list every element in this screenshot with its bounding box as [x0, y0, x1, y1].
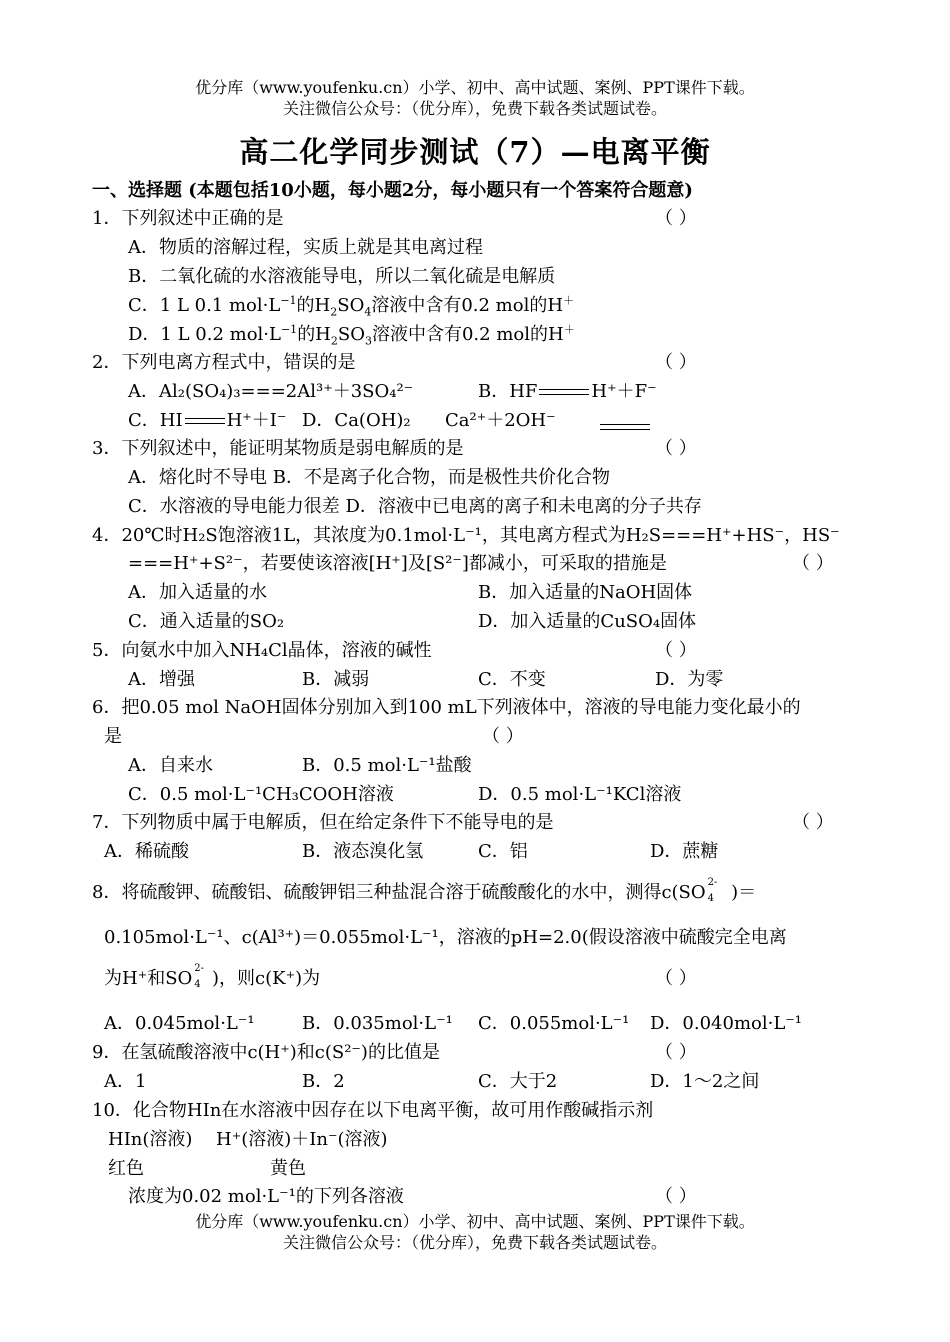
q1-option-c: C．1 L 0.1 $mol\cdot L^{-1}$的$H_2SO_4$溶液中含有0.2 mol的H＋ [128, 294, 575, 319]
q3-options-ab: A．熔化时不导电 B．不是离子化合物，而是极性共价化合物 [128, 467, 610, 488]
footer-line-1: 优分库（www.youfenku.cn）小学、初中、高中试题、案例、PPT课件下载。 [195, 1212, 755, 1231]
q4-stem-1: 4．20℃时H₂S饱溶液1L，其浓度为0.1mol·L⁻¹，其电离方程式为H₂S===H⁺+HS⁻，HS⁻ [92, 525, 840, 546]
q8-sup: 2- [194, 963, 205, 974]
q4-option-a: A．加入适量的水 [128, 582, 267, 603]
q8-answer-blank: （ ） [655, 968, 697, 989]
header-line-1: 优分库（www.youfenku.cn）小学、初中、高中试题、案例、PPT课件下载。 [195, 78, 755, 97]
q6-option-c: C．0.5 mol·L⁻¹CH₃COOH溶液 [128, 784, 394, 805]
q1-option-a: A．物质的溶解过程，实质上就是其电离过程 [128, 237, 483, 258]
q2-d-left: D．Ca(OH)₂ [302, 410, 411, 431]
q2-d-right: Ca²⁺＋2OH⁻ [445, 410, 556, 431]
q1-option-d: D．1 L 0.2 $mol\cdot L^{-1}$的$H_2SO_3$溶液中含有0.2 mol的H＋ [128, 323, 575, 348]
q9-option-c: C．大于2 [478, 1071, 558, 1092]
q1-answer-blank: （ ） [655, 208, 697, 229]
q5-option-c: C．不变 [478, 669, 546, 690]
q2-b-left: B．HF [478, 381, 538, 402]
q2-option-b [478, 381, 657, 403]
q7-option-b: B．液态溴化氢 [302, 841, 424, 862]
q8-option-a: A．0.045mol·L⁻¹ [104, 1013, 255, 1034]
q2-option-c [128, 410, 286, 432]
q5-option-d: D．为零 [655, 669, 724, 690]
q8-sub: 4 [194, 979, 201, 990]
q10-color-left: 红色 [108, 1158, 144, 1179]
q6-stem-1: 6．把0.05 mol NaOH固体分别加入到100 mL下列液体中，溶液的导电能力变化最小的 [92, 697, 801, 718]
q7-option-c: C．铝 [478, 841, 528, 862]
q7-option-a: A．稀硫酸 [104, 841, 189, 862]
q7-option-d: D．蔗糖 [650, 841, 719, 862]
q3-stem: 3．下列叙述中，能证明某物质是弱电解质的是 [92, 438, 464, 459]
equilibrium-arrow-icon [185, 416, 225, 426]
q2-option-a: A．Al₂(SO₄)₃===2Al³⁺＋3SO₄²⁻ [128, 381, 414, 402]
q2-c-right: H⁺＋I⁻ [226, 410, 287, 431]
q8-sup: 2- [707, 877, 718, 888]
q5-option-a: A．增强 [128, 669, 195, 690]
q8-stem-2: 0.105mol·L⁻¹、c(Al³⁺)＝0.055mol·L⁻¹，溶液的pH=2.0(假设溶液中硫酸完全电离 [104, 927, 787, 948]
q7-answer-blank: （ ） [792, 812, 834, 833]
q2-b-right: H⁺＋F⁻ [591, 381, 657, 402]
q2-stem: 2．下列电离方程式中，错误的是 [92, 352, 356, 373]
q6-answer-blank: （ ） [482, 726, 524, 747]
q9-option-b: B．2 [302, 1071, 345, 1092]
q10-eq-right: H⁺(溶液)＋In⁻(溶液) [216, 1129, 388, 1150]
q10-stem: 10．化合物HIn在水溶液中因存在以下电离平衡，故可用作酸碱指示剂 [92, 1100, 654, 1121]
q2-c-left: C．HI [128, 410, 183, 431]
sulfate-charge [192, 963, 206, 990]
q9-answer-blank: （ ） [655, 1042, 697, 1063]
header-line-2: 关注微信公众号：（优分库），免费下载各类试题试卷。 [282, 99, 667, 118]
q4-option-d: D．加入适量的CuSO₄固体 [478, 611, 697, 632]
q6-option-d: D．0.5 mol·L⁻¹KCl溶液 [478, 784, 682, 805]
q8-stem-3-pre: 为H⁺和SO [104, 968, 193, 989]
q1-stem: 1．下列叙述中正确的是 [92, 208, 284, 229]
q8-option-d: D．0.040mol·L⁻¹ [650, 1013, 803, 1034]
sulfate-charge [706, 877, 720, 904]
q8-stem-1-end: )＝ [731, 882, 757, 903]
q5-option-b: B．减弱 [302, 669, 370, 690]
q10-color-right: 黄色 [270, 1158, 306, 1179]
q9-option-d: D．1～2之间 [650, 1071, 760, 1092]
q4-stem-2: ===H⁺+S²⁻，若要使该溶液[H⁺]及[S²⁻]都减小，可采取的措施是 [128, 553, 667, 574]
q6-option-a: A．自来水 [128, 755, 213, 776]
q8-option-c: C．0.055mol·L⁻¹ [478, 1013, 630, 1034]
q8-stem-1-text: 8．将硫酸钾、硫酸铝、硫酸钾铝三种盐混合溶于硫酸酸化的水中，测得c(SO [92, 882, 706, 903]
q6-stem-2: 是 [104, 726, 122, 747]
equilibrium-arrow-icon [600, 422, 650, 432]
section-heading: 一、选择题 (本题包括10小题，每小题2分，每小题只有一个答案符合题意) [92, 180, 693, 201]
q4-option-b: B．加入适量的NaOH固体 [478, 582, 693, 603]
q2-answer-blank: （ ） [655, 352, 697, 373]
footer-line-2: 关注微信公众号：（优分库），免费下载各类试题试卷。 [282, 1233, 667, 1252]
q4-option-c: C．通入适量的SO₂ [128, 611, 285, 632]
q5-answer-blank: （ ） [655, 640, 697, 661]
q8-option-b: B．0.035mol·L⁻¹ [302, 1013, 453, 1034]
q8-stem-1 [92, 877, 757, 904]
q8-stem-3-post: )，则c(K⁺)为 [212, 968, 321, 989]
q2-option-d [302, 410, 556, 432]
q6-option-b: B．0.5 mol·L⁻¹盐酸 [302, 755, 472, 776]
q2-d-arrow [598, 416, 652, 438]
q10-stem-2: 浓度为0.02 mol·L⁻¹的下列各溶液 [128, 1186, 404, 1207]
q8-stem-3 [104, 963, 321, 990]
q9-stem: 9．在氢硫酸溶液中c(H⁺)和c(S²⁻)的比值是 [92, 1042, 440, 1063]
q4-answer-blank: （ ） [792, 553, 834, 574]
q1-option-b: B．二氧化硫的水溶液能导电，所以二氧化硫是电解质 [128, 266, 556, 287]
q3-options-cd: C．水溶液的导电能力很差 D．溶液中已电离的离子和未电离的分子共存 [128, 496, 702, 517]
q10-answer-blank: （ ） [655, 1186, 697, 1207]
page-title: 高二化学同步测试（7）—电离平衡 [239, 135, 711, 169]
q10-eq-left: HIn(溶液) [108, 1129, 193, 1150]
q7-stem: 7．下列物质中属于电解质，但在给定条件下不能导电的是 [92, 812, 554, 833]
equilibrium-arrow-icon [539, 387, 589, 397]
q9-option-a: A．1 [104, 1071, 147, 1092]
q5-stem: 5．向氨水中加入NH₄Cl晶体，溶液的碱性 [92, 640, 432, 661]
q8-sub: 4 [707, 893, 715, 904]
q3-answer-blank: （ ） [655, 438, 697, 459]
